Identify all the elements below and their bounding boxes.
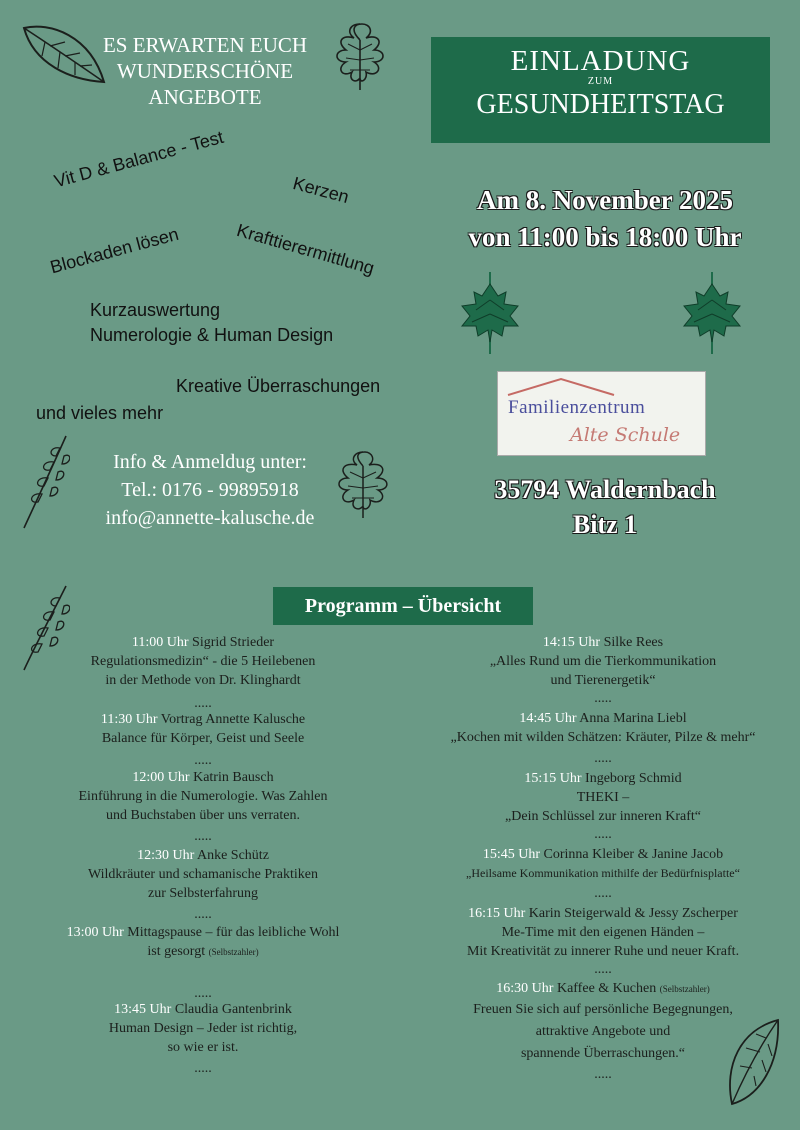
program-speaker: Karin Steigerwald & Jessy Zscherper	[528, 906, 738, 921]
program-line: Human Design – Jeder ist richtig,	[108, 1021, 298, 1036]
program-line: attraktive Angebote und	[535, 1024, 671, 1039]
separator-dots: .....	[594, 691, 612, 706]
program-line: „Alles Rund um die Tierkommunikation	[489, 654, 717, 669]
separator-dots: .....	[194, 907, 212, 922]
program-line: spannende Überraschungen.“	[520, 1046, 686, 1061]
invitation-line1: EINLADUNG	[510, 45, 691, 77]
program-time: 11:00 Uhr	[131, 635, 189, 650]
offer-kerzen: Kerzen	[290, 173, 352, 208]
program-title: Programm – Übersicht	[273, 587, 533, 625]
invitation-banner	[431, 37, 770, 143]
program-speaker: Anna Marina Liebl	[579, 711, 687, 726]
program-item	[18, 1000, 388, 1057]
program-line: Wildkräuter und schamanische Praktiken	[88, 867, 318, 882]
offer-kreativ: Kreative Überraschungen	[176, 376, 381, 396]
program-speaker: Vortrag Annette Kalusche	[160, 712, 306, 727]
invitation-line2: ZUM	[587, 76, 614, 87]
program-speaker: Katrin Bausch	[193, 770, 274, 785]
program-time: 16:15 Uhr	[468, 906, 526, 921]
program-item	[418, 633, 788, 690]
program-speaker: Silke Rees	[603, 635, 664, 650]
program-item	[418, 769, 788, 826]
program-item	[18, 923, 388, 962]
program-line: ist gesorgt	[147, 944, 206, 959]
offer-vitd: Vit D & Balance - Test	[52, 126, 226, 192]
offer-krafttier: Krafttierermittlung	[234, 220, 377, 279]
logo-name: Familienzentrum	[508, 397, 646, 418]
offers-heading-line: ES ERWARTEN EUCH	[102, 33, 308, 57]
program-line: in der Methode von Dr. Klinghardt	[105, 673, 301, 688]
leaf-outline-icon	[720, 1016, 782, 1108]
offers-heading-line: ANGEBOTE	[148, 85, 262, 109]
maple-leaf-icon	[680, 270, 744, 356]
program-speaker: Claudia Gantenbrink	[174, 1002, 292, 1017]
separator-dots: .....	[594, 1067, 612, 1082]
program-line: so wie er ist.	[167, 1040, 239, 1055]
program-item	[18, 710, 388, 748]
oak-leaf-icon	[332, 450, 394, 522]
program-time: 11:30 Uhr	[100, 712, 158, 727]
program-speaker: Anke Schütz	[196, 848, 269, 863]
info-block	[60, 448, 360, 532]
oak-leaf-icon	[330, 20, 390, 95]
separator-dots: .....	[594, 962, 612, 977]
program-line: Freuen Sie sich auf persönliche Begegnungen,	[473, 1002, 733, 1017]
program-line: Einführung in die Numerologie. Was Zahlen	[78, 789, 328, 804]
separator-dots: .....	[594, 827, 612, 842]
program-item	[18, 846, 388, 903]
event-date: Am 8. November 2025	[477, 185, 733, 215]
program-line: „Dein Schlüssel zur inneren Kraft“	[505, 809, 701, 824]
program-line: zur Selbsterfahrung	[147, 886, 259, 901]
event-date-block	[430, 182, 780, 256]
info-phone[interactable]: Tel.: 0176 - 99895918	[121, 479, 299, 501]
program-line: Balance für Körper, Geist und Seele	[101, 731, 305, 746]
program-line: Me-Time mit den eigenen Händen –	[501, 925, 705, 940]
program-speaker: Sigrid Strieder	[192, 635, 275, 650]
program-speaker: Corinna Kleiber & Janine Jacob	[543, 847, 724, 862]
program-item	[18, 768, 388, 825]
address-line1: 35794 Waldernbach	[494, 475, 716, 504]
program-time: 12:00 Uhr	[132, 770, 190, 785]
program-speaker: Kaffee & Kuchen	[556, 981, 657, 996]
program-time: 16:30 Uhr	[496, 981, 554, 996]
leaf-outline-icon	[20, 20, 110, 90]
familienzentrum-logo	[497, 371, 706, 456]
program-line: Regulationsmedizin“ - die 5 Heilebenen	[90, 654, 316, 669]
offer-kurzauswertung: Kurzauswertung	[90, 300, 221, 320]
program-item	[18, 633, 388, 690]
program-line: Mit Kreativität zu innerer Ruhe und neuer Kraft.	[466, 944, 740, 959]
separator-dots: .....	[194, 829, 212, 844]
offer-blockaden: Blockaden lösen	[48, 223, 181, 278]
program-note: (Selbstzahler)	[659, 984, 710, 994]
separator-dots: .....	[194, 753, 212, 768]
address-line2: Bitz 1	[572, 510, 638, 539]
program-line: THEKI –	[576, 790, 630, 805]
maple-leaf-icon	[458, 270, 522, 356]
separator-dots: .....	[194, 696, 212, 711]
address-block	[430, 472, 780, 542]
program-item	[418, 845, 788, 883]
program-line: und Tierenergetik“	[550, 673, 656, 688]
program-time: 15:45 Uhr	[482, 847, 541, 862]
logo-subtitle: Alte Schule	[570, 424, 681, 446]
info-title: Info & Anmeldug unter:	[113, 451, 307, 473]
program-time: 12:30 Uhr	[137, 848, 195, 863]
program-time: 14:45 Uhr	[519, 711, 577, 726]
offer-numerologie: Numerologie & Human Design	[90, 325, 334, 345]
invitation-line3: GESUNDHEITSTAG	[476, 89, 725, 120]
program-item	[418, 709, 788, 747]
program-line: „Kochen mit wilden Schätzen: Kräuter, Pilze & mehr“	[450, 730, 756, 745]
program-item	[418, 904, 788, 961]
event-time: von 11:00 bis 18:00 Uhr	[468, 222, 742, 252]
program-time: 13:00 Uhr	[66, 925, 124, 940]
program-line: „Heilsame Kommunikation mithilfe der Bedürfnisplatte“	[466, 866, 740, 880]
separator-dots: .....	[194, 1061, 212, 1076]
program-speaker: Ingeborg Schmid	[585, 771, 682, 786]
info-email[interactable]: info@annette-kalusche.de	[105, 507, 315, 529]
program-speaker: Mittagspause – für das leibliche Wohl	[127, 925, 340, 940]
program-time: 13:45 Uhr	[114, 1002, 172, 1017]
program-time: 14:15 Uhr	[542, 635, 601, 650]
separator-dots: .....	[594, 886, 612, 901]
roof-icon	[506, 375, 616, 399]
offer-vieles: und vieles mehr	[36, 403, 164, 423]
program-time: 15:15 Uhr	[524, 771, 582, 786]
separator-dots: .....	[194, 986, 212, 1001]
separator-dots: .....	[594, 751, 612, 766]
program-note: (Selbstzahler)	[208, 947, 259, 957]
offers-heading-line: WUNDERSCHÖNE	[116, 59, 294, 83]
program-line: und Buchstaben über uns verraten.	[106, 808, 300, 823]
